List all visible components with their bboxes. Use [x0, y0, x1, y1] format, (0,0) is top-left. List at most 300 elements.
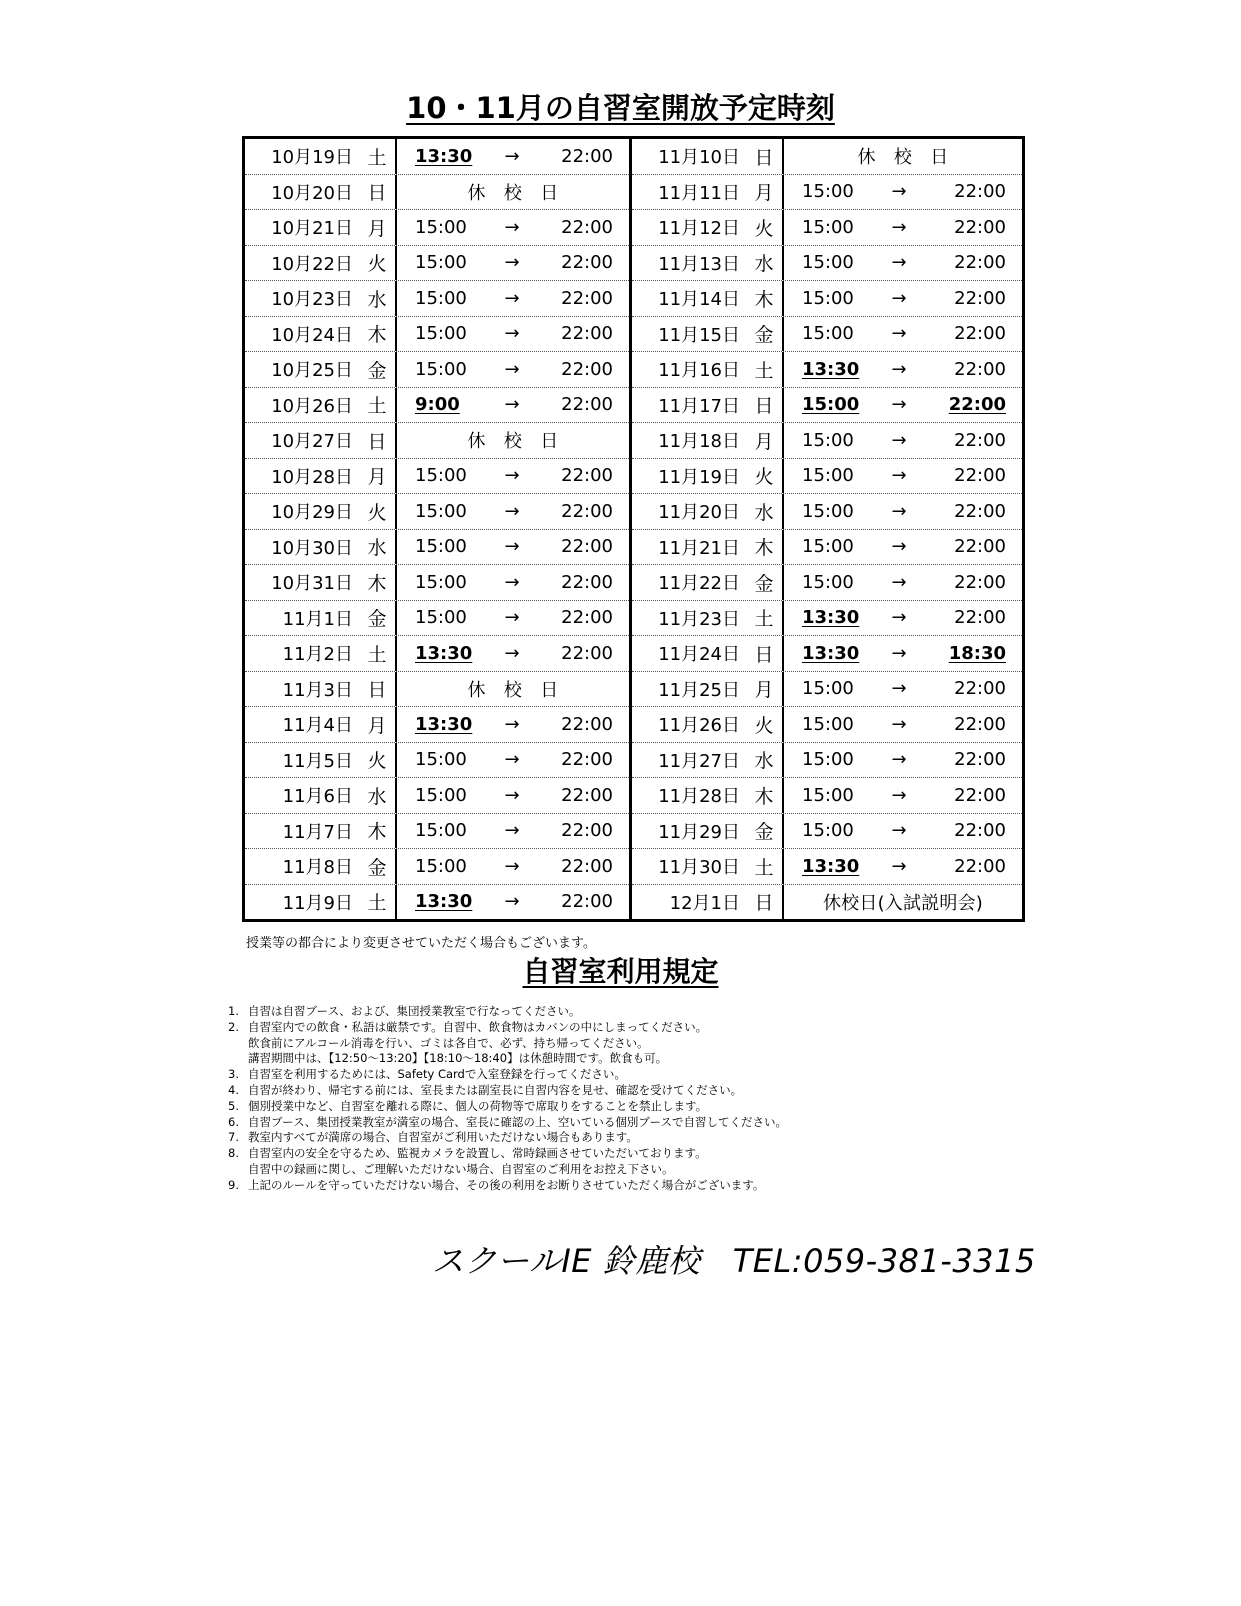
- schedule-row: [245, 388, 629, 424]
- date-cell: 11月19日: [658, 466, 740, 488]
- open-time: 15:00: [802, 536, 854, 558]
- weekday-cell: 土: [746, 352, 784, 387]
- rule-number: 9.: [228, 1177, 239, 1192]
- date-cell: 11月30日: [658, 857, 740, 879]
- weekday-cell: 木: [746, 778, 784, 813]
- close-time: 22:00: [561, 323, 613, 345]
- close-time: 22:00: [561, 820, 613, 842]
- rule-number: 8.: [228, 1146, 239, 1161]
- time-range: [784, 820, 1022, 841]
- weekday-cell: 火: [359, 494, 397, 529]
- close-time: 22:00: [561, 358, 613, 380]
- close-time: 22:00: [954, 252, 1006, 274]
- date-cell: 10月21日: [271, 218, 353, 240]
- open-time: 15:00: [802, 252, 854, 274]
- schedule-row: [632, 707, 1022, 743]
- time-range: [397, 394, 629, 415]
- weekday-cell: 金: [746, 317, 784, 352]
- date-cell: 10月19日: [271, 147, 353, 169]
- open-time: 15:00: [802, 216, 854, 238]
- arrow-icon: →: [891, 287, 907, 309]
- closed-label: 休 校 日: [467, 679, 559, 701]
- rule-text: 自習が終わり、帰宅する前には、室長または副室長に自習内容を見せ、確認を受けてください。: [248, 1082, 743, 1097]
- open-time: 13:30: [415, 642, 473, 664]
- open-time: 15:00: [802, 181, 854, 203]
- close-time: 22:00: [561, 855, 613, 877]
- rule-text: 自習中の録画に関し、ご理解いただけない場合、自習室のご利用をお控え下さい。: [248, 1161, 674, 1176]
- time-range: [784, 714, 1022, 735]
- weekday-cell: 日: [746, 139, 784, 174]
- open-time: 15:00: [802, 571, 854, 593]
- time-range: [397, 572, 629, 593]
- weekday-cell: 金: [359, 601, 397, 636]
- date-cell: 11月14日: [658, 289, 740, 311]
- time-range: [397, 820, 629, 841]
- arrow-icon: →: [891, 500, 907, 522]
- weekday-cell: 土: [746, 601, 784, 636]
- rule-line: [228, 1051, 787, 1067]
- time-range: [397, 146, 629, 167]
- close-time: 22:00: [954, 749, 1006, 771]
- schedule-row: [245, 210, 629, 246]
- close-time: 22:00: [561, 571, 613, 593]
- date-cell: 11月6日: [282, 786, 353, 808]
- rule-text: 個別授業中など、自習室を離れる際に、個人の荷物等で席取りをすることを禁止します。: [248, 1098, 708, 1113]
- weekday-cell: 水: [359, 530, 397, 565]
- date-cell: 11月7日: [282, 821, 353, 843]
- rule-line: [228, 1146, 787, 1162]
- close-time: 22:00: [561, 252, 613, 274]
- schedule-column-right: [632, 139, 1022, 919]
- open-time: 15:00: [802, 749, 854, 771]
- close-time: 22:00: [954, 536, 1006, 558]
- arrow-icon: →: [891, 358, 907, 380]
- date-cell: 10月20日: [271, 182, 353, 204]
- weekday-cell: 木: [746, 530, 784, 565]
- close-time: 22:00: [954, 287, 1006, 309]
- rule-line: [228, 1130, 787, 1146]
- open-time: 15:00: [415, 749, 467, 771]
- open-time: 15:00: [415, 465, 467, 487]
- schedule-row: [245, 530, 629, 566]
- time-range: [784, 394, 1022, 415]
- open-time: 15:00: [415, 536, 467, 558]
- schedule-row: [245, 565, 629, 601]
- date-cell: 11月9日: [282, 892, 353, 914]
- close-time: 22:00: [954, 784, 1006, 806]
- weekday-cell: 火: [746, 210, 784, 245]
- weekday-cell: 水: [359, 778, 397, 813]
- date-cell: 11月28日: [658, 786, 740, 808]
- weekday-cell: 月: [746, 423, 784, 458]
- weekday-cell: 水: [746, 743, 784, 778]
- time-range: [784, 572, 1022, 593]
- time-range: [784, 501, 1022, 522]
- time-range: [397, 607, 629, 628]
- open-time: 13:30: [802, 607, 860, 629]
- open-time: 15:00: [415, 287, 467, 309]
- date-cell: 11月10日: [658, 147, 740, 169]
- date-cell: 11月16日: [658, 360, 740, 382]
- arrow-icon: →: [891, 713, 907, 735]
- close-time: 22:00: [954, 607, 1006, 629]
- rule-line: [228, 1067, 787, 1083]
- arrow-icon: →: [891, 252, 907, 274]
- weekday-cell: 水: [746, 494, 784, 529]
- arrow-icon: →: [504, 891, 520, 913]
- closed-label: 休 校 日: [467, 431, 559, 453]
- schedule-row: [632, 565, 1022, 601]
- schedule-row: [632, 530, 1022, 566]
- weekday-cell: 日: [359, 423, 397, 458]
- schedule-row: [245, 459, 629, 495]
- arrow-icon: →: [504, 713, 520, 735]
- close-time: 22:00: [561, 145, 613, 167]
- schedule-row: [632, 317, 1022, 353]
- rules-list: [228, 1004, 787, 1194]
- schedule-column-left: [245, 139, 632, 919]
- rule-line: [228, 1083, 787, 1099]
- weekday-cell: 日: [359, 175, 397, 210]
- arrow-icon: →: [891, 536, 907, 558]
- date-cell: 11月13日: [658, 253, 740, 275]
- time-range: [784, 430, 1022, 451]
- weekday-cell: 金: [746, 565, 784, 600]
- open-time: 15:00: [802, 500, 854, 522]
- open-time: 9:00: [415, 394, 460, 416]
- time-range: [784, 607, 1022, 628]
- rule-number: 6.: [228, 1114, 239, 1129]
- date-cell: 10月22日: [271, 253, 353, 275]
- open-time: 15:00: [415, 571, 467, 593]
- schedule-row: [245, 494, 629, 530]
- rule-text: 教室内すべてが満席の場合、自習室がご利用いただけない場合もあります。: [248, 1130, 638, 1145]
- weekday-cell: 日: [359, 672, 397, 707]
- schedule-row: [632, 459, 1022, 495]
- schedule-row: [632, 210, 1022, 246]
- close-time: 22:00: [954, 571, 1006, 593]
- arrow-icon: →: [504, 465, 520, 487]
- date-cell: 11月27日: [658, 750, 740, 772]
- schedule-row: [632, 885, 1022, 920]
- schedule-row: [245, 707, 629, 743]
- open-time: 15:00: [415, 607, 467, 629]
- time-range: [784, 323, 1022, 344]
- date-cell: 11月11日: [658, 182, 740, 204]
- open-time: 15:00: [415, 358, 467, 380]
- weekday-cell: 水: [359, 281, 397, 316]
- time-range: [397, 217, 629, 238]
- close-time: 22:00: [561, 500, 613, 522]
- time-range: [784, 785, 1022, 806]
- arrow-icon: →: [891, 394, 907, 416]
- rules-title: 自習室利用規定: [522, 955, 719, 988]
- date-cell: 11月12日: [658, 218, 740, 240]
- time-range: [397, 643, 629, 664]
- time-range: [784, 217, 1022, 238]
- schedule-row: [245, 849, 629, 885]
- date-cell: 10月31日: [271, 573, 353, 595]
- open-time: 13:30: [415, 713, 473, 735]
- open-time: 15:00: [802, 323, 854, 345]
- arrow-icon: →: [891, 820, 907, 842]
- arrow-icon: →: [891, 465, 907, 487]
- rule-number: 4.: [228, 1082, 239, 1097]
- date-cell: 11月2日: [282, 644, 353, 666]
- close-time: 22:00: [561, 607, 613, 629]
- weekday-cell: 日: [746, 885, 784, 920]
- date-cell: 11月29日: [658, 821, 740, 843]
- schedule-row: [245, 885, 629, 920]
- open-time: 13:30: [802, 358, 860, 380]
- close-time: 22:00: [954, 358, 1006, 380]
- weekday-cell: 土: [359, 636, 397, 671]
- rule-line: [228, 1099, 787, 1115]
- weekday-cell: 金: [359, 849, 397, 884]
- weekday-cell: 木: [746, 281, 784, 316]
- weekday-cell: 木: [359, 565, 397, 600]
- arrow-icon: →: [891, 323, 907, 345]
- schedule-row: [632, 246, 1022, 282]
- time-range: [397, 714, 629, 735]
- arrow-icon: →: [891, 571, 907, 593]
- arrow-icon: →: [891, 749, 907, 771]
- schedule-row: [245, 317, 629, 353]
- rule-text: 上記のルールを守っていただけない場合、その後の利用をお断りさせていただく場合がございます。: [248, 1177, 765, 1192]
- date-cell: 10月27日: [271, 431, 353, 453]
- schedule-row: [632, 494, 1022, 530]
- time-range: [784, 856, 1022, 877]
- rule-number: 2.: [228, 1019, 239, 1034]
- date-cell: 10月25日: [271, 360, 353, 382]
- weekday-cell: 火: [746, 707, 784, 742]
- close-time: 22:00: [954, 181, 1006, 203]
- rule-text: 自習室を利用するためには、Safety Cardで入室登録を行ってください。: [248, 1067, 626, 1082]
- schedule-row: [632, 849, 1022, 885]
- open-time: 15:00: [802, 713, 854, 735]
- rule-line: [228, 1178, 787, 1194]
- close-time: 22:00: [954, 713, 1006, 735]
- close-time: 22:00: [561, 465, 613, 487]
- time-range: [397, 465, 629, 486]
- date-cell: 11月22日: [658, 573, 740, 595]
- open-time: 15:00: [802, 287, 854, 309]
- schedule-row: [245, 601, 629, 637]
- time-range: [397, 252, 629, 273]
- time-range: [784, 678, 1022, 699]
- schedule-row: [632, 352, 1022, 388]
- arrow-icon: →: [504, 536, 520, 558]
- close-time: 22:00: [561, 536, 613, 558]
- date-cell: 11月21日: [658, 537, 740, 559]
- close-time: 22:00: [954, 678, 1006, 700]
- date-cell: 12月1日: [669, 892, 740, 914]
- arrow-icon: →: [891, 181, 907, 203]
- arrow-icon: →: [891, 855, 907, 877]
- date-cell: 11月20日: [658, 502, 740, 524]
- arrow-icon: →: [891, 216, 907, 238]
- date-cell: 11月26日: [658, 715, 740, 737]
- time-range: [397, 501, 629, 522]
- close-time: 22:00: [561, 784, 613, 806]
- arrow-icon: →: [504, 820, 520, 842]
- weekday-cell: 火: [359, 743, 397, 778]
- arrow-icon: →: [504, 749, 520, 771]
- closed-label: 休 校 日: [467, 182, 559, 204]
- date-cell: 11月4日: [282, 715, 353, 737]
- rule-text: 自習室内での飲食・私語は厳禁です。自習中、飲食物はカバンの中にしまってください。: [248, 1019, 708, 1034]
- close-time: 22:00: [954, 216, 1006, 238]
- open-time: 15:00: [415, 252, 467, 274]
- weekday-cell: 土: [359, 885, 397, 920]
- schedule-row: [632, 388, 1022, 424]
- arrow-icon: →: [504, 145, 520, 167]
- open-time: 13:30: [802, 642, 860, 664]
- arrow-icon: →: [504, 216, 520, 238]
- open-time: 15:00: [802, 394, 860, 416]
- schedule-row: [632, 672, 1022, 708]
- schedule-row: [632, 139, 1022, 175]
- schedule-row: [245, 423, 629, 459]
- schedule-row: [245, 814, 629, 850]
- open-time: 13:30: [415, 891, 473, 913]
- open-time: 15:00: [415, 784, 467, 806]
- rule-line: [228, 1004, 787, 1020]
- close-time: 18:30: [948, 642, 1006, 664]
- time-range: [397, 749, 629, 770]
- schedule-row: [632, 281, 1022, 317]
- open-time: 15:00: [415, 216, 467, 238]
- close-time: 22:00: [954, 855, 1006, 877]
- open-time: 15:00: [415, 500, 467, 522]
- open-time: 15:00: [415, 820, 467, 842]
- change-notice: 授業等の都合により変更させていただく場合もございます。: [246, 936, 596, 951]
- arrow-icon: →: [504, 323, 520, 345]
- weekday-cell: 火: [359, 246, 397, 281]
- time-range: [397, 323, 629, 344]
- date-cell: 10月23日: [271, 289, 353, 311]
- schedule-row: [632, 743, 1022, 779]
- time-range: [784, 749, 1022, 770]
- weekday-cell: 木: [359, 317, 397, 352]
- time-range: [784, 252, 1022, 273]
- arrow-icon: →: [504, 394, 520, 416]
- schedule-row: [632, 423, 1022, 459]
- schedule-row: [245, 352, 629, 388]
- arrow-icon: →: [891, 642, 907, 664]
- open-time: 15:00: [415, 855, 467, 877]
- weekday-cell: 月: [746, 672, 784, 707]
- date-cell: 10月28日: [271, 466, 353, 488]
- weekday-cell: 金: [746, 814, 784, 849]
- schedule-row: [632, 601, 1022, 637]
- close-time: 22:00: [954, 323, 1006, 345]
- date-cell: 11月18日: [658, 431, 740, 453]
- time-range: [784, 288, 1022, 309]
- close-time: 22:00: [948, 394, 1006, 416]
- schedule-row: [245, 139, 629, 175]
- weekday-cell: 日: [746, 388, 784, 423]
- schedule-row: [632, 814, 1022, 850]
- date-cell: 11月3日: [282, 679, 353, 701]
- arrow-icon: →: [504, 500, 520, 522]
- schedule-row: [245, 246, 629, 282]
- time-range: [784, 643, 1022, 664]
- close-time: 22:00: [954, 820, 1006, 842]
- schedule-row: [632, 175, 1022, 211]
- weekday-cell: 土: [359, 388, 397, 423]
- arrow-icon: →: [891, 784, 907, 806]
- rule-line: [228, 1162, 787, 1178]
- arrow-icon: →: [891, 607, 907, 629]
- weekday-cell: 土: [359, 139, 397, 174]
- open-time: 15:00: [415, 323, 467, 345]
- rule-line: [228, 1036, 787, 1052]
- page-title: 10・11月の自習室開放予定時刻: [406, 91, 835, 125]
- time-range: [397, 536, 629, 557]
- schedule-row: [632, 636, 1022, 672]
- open-time: 13:30: [802, 855, 860, 877]
- arrow-icon: →: [891, 678, 907, 700]
- weekday-cell: 月: [359, 707, 397, 742]
- date-cell: 10月30日: [271, 537, 353, 559]
- close-time: 22:00: [561, 642, 613, 664]
- arrow-icon: →: [504, 358, 520, 380]
- date-cell: 11月1日: [282, 608, 353, 630]
- weekday-cell: 土: [746, 849, 784, 884]
- open-time: 15:00: [802, 678, 854, 700]
- rule-number: 3.: [228, 1067, 239, 1082]
- arrow-icon: →: [504, 642, 520, 664]
- arrow-icon: →: [504, 287, 520, 309]
- date-cell: 11月8日: [282, 857, 353, 879]
- arrow-icon: →: [504, 855, 520, 877]
- date-cell: 11月24日: [658, 644, 740, 666]
- arrow-icon: →: [504, 607, 520, 629]
- open-time: 15:00: [802, 820, 854, 842]
- school-contact: スクールIE 鈴鹿校 TEL:059-381-3315: [432, 1242, 1036, 1280]
- open-time: 15:00: [802, 465, 854, 487]
- rule-text: 自習は自習ブース、および、集団授業教室で行なってください。: [248, 1004, 581, 1018]
- date-cell: 11月25日: [658, 679, 740, 701]
- open-time: 15:00: [802, 429, 854, 451]
- time-range: [784, 465, 1022, 486]
- time-range: [397, 891, 629, 912]
- schedule-row: [245, 281, 629, 317]
- close-time: 22:00: [561, 891, 613, 913]
- closed-label: 休校日(入試説明会): [822, 892, 984, 914]
- date-cell: 11月23日: [658, 608, 740, 630]
- date-cell: 10月29日: [271, 502, 353, 524]
- weekday-cell: 月: [359, 210, 397, 245]
- close-time: 22:00: [954, 465, 1006, 487]
- weekday-cell: 日: [746, 636, 784, 671]
- schedule-row: [245, 175, 629, 211]
- schedule-table: [242, 136, 1025, 922]
- closed-label: 休 校 日: [857, 147, 949, 169]
- arrow-icon: →: [504, 784, 520, 806]
- arrow-icon: →: [504, 252, 520, 274]
- rule-text: 飲食前にアルコール消毒を行い、ゴミは各自で、必ず、持ち帰ってください。: [248, 1035, 649, 1050]
- time-range: [784, 181, 1022, 202]
- weekday-cell: 火: [746, 459, 784, 494]
- time-range: [397, 359, 629, 380]
- rule-text: 自習室内の安全を守るため、監視カメラを設置し、常時録画させていただいております。: [248, 1146, 707, 1161]
- date-cell: 11月15日: [658, 324, 740, 346]
- rule-number: 5.: [228, 1098, 239, 1113]
- open-time: 13:30: [415, 145, 473, 167]
- open-time: 15:00: [802, 784, 854, 806]
